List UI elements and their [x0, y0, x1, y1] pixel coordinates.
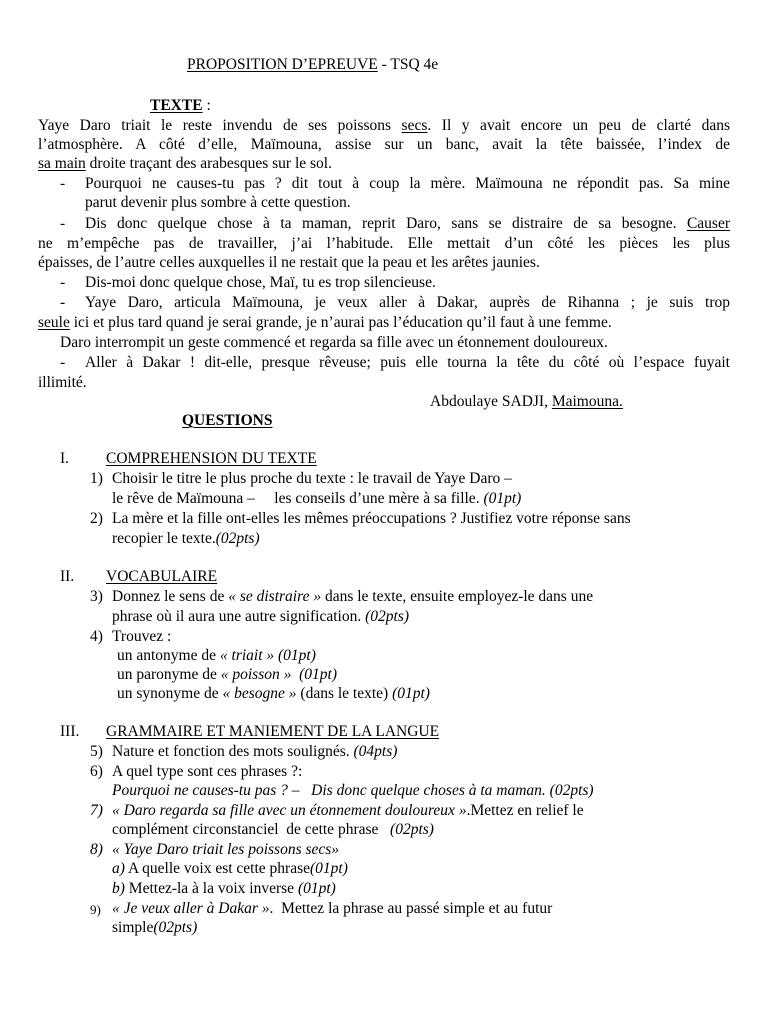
- question-text: [112, 801, 584, 820]
- question-text: « Yaye Daro triait les poissons secs»: [112, 841, 340, 858]
- passage-text: Aller à Dakar ! dit-elle, presque rêveuse; puis elle tourna la tête du côté où l’espace fuyait: [85, 354, 730, 371]
- exam-title: PROPOSITION D’EPREUVE: [187, 56, 378, 73]
- underlined-word: Causer: [686, 215, 730, 232]
- question-text: Choisir le titre le plus proche du texte : le travail de Yaye Daro –: [112, 470, 512, 487]
- passage-line: [38, 373, 87, 392]
- text-heading-label: TEXTE: [150, 97, 203, 114]
- question-body: phrase où il aura une autre signification.: [112, 608, 366, 625]
- questions-heading: QUESTIONS: [182, 412, 273, 429]
- question-body: complément circonstanciel de cette phrase: [112, 821, 391, 838]
- vocab-item: [117, 646, 316, 665]
- dialogue-dash: -: [60, 215, 66, 232]
- passage-text: l’atmosphère. A côté d’elle, Maïmouna, assise sur un banc, avait la tête baissée, l’index de: [38, 136, 730, 153]
- passage-line: [85, 214, 730, 233]
- underlined-word: seule: [38, 314, 70, 331]
- section-title: VOCABULAIRE: [106, 568, 218, 585]
- points-label: (02pts): [365, 608, 410, 625]
- section-number: II.: [60, 568, 75, 585]
- source-title: Maimouna.: [551, 393, 623, 410]
- dialogue-dash: -: [60, 274, 66, 291]
- vocab-item: [117, 665, 337, 684]
- passage-line: [38, 313, 612, 332]
- question-text: [112, 899, 552, 918]
- passage-text: Yaye Daro, articula Maïmouna, je veux aller à Dakar, auprès de Rihanna ; je suis trop: [85, 294, 730, 311]
- passage-line: [85, 174, 730, 193]
- question-body: Mettez-la à la voix inverse: [124, 880, 298, 897]
- section-title: GRAMMAIRE ET MANIEMENT DE LA LANGUE: [106, 723, 440, 740]
- question-number: 9): [90, 902, 101, 917]
- passage-text: . Il y avait encore un peu de clarté dans: [427, 117, 730, 134]
- question-body: un synonyme de: [117, 685, 223, 702]
- question-text: [112, 489, 521, 508]
- question-text: La mère et la fille ont-elles les mêmes préoccupations ? Justifiez votre réponse sans: [112, 510, 631, 527]
- question-subitem: [112, 859, 348, 878]
- passage-text: Dis donc quelque chose à ta maman, reprit Daro, sans se distraire de sa besogne.: [85, 215, 687, 232]
- question-number: 6): [90, 763, 103, 780]
- question-number: 3): [90, 588, 103, 605]
- question-text: [112, 607, 409, 626]
- passage-line: [85, 193, 351, 212]
- question-text: [112, 529, 260, 548]
- passage-line: [38, 135, 730, 154]
- section-title: COMPREHENSION DU TEXTE: [106, 450, 317, 467]
- passage-text: ici et plus tard quand je serai grande, je n’aurai pas l’éducation qu’il faut à une femme.: [69, 314, 612, 331]
- question-body: simple: [112, 919, 154, 936]
- points-label: (01pt): [483, 490, 522, 507]
- passage-text: Pourquoi ne causes-tu pas ? dit tout à coup la mère. Maïmouna ne répondit pas. Sa mine: [85, 175, 730, 192]
- question-number: 7): [90, 802, 103, 819]
- section-number: III.: [60, 723, 80, 740]
- dialogue-dash: -: [60, 175, 66, 192]
- question-subitem: [112, 879, 336, 898]
- passage-line: [38, 234, 730, 253]
- passage-text: Dis-moi donc quelque chose, Maï, tu es trop silencieuse.: [85, 274, 436, 291]
- question-text: A quel type sont ces phrases ?:: [112, 763, 303, 780]
- question-body: A quelle voix est cette phrase: [124, 860, 311, 877]
- passage-text: illimité.: [38, 374, 87, 391]
- passage-text: épaisses, de l’autre celles auxquelles il ne restait que la peau et les arêtes jaunies.: [38, 254, 540, 271]
- subitem-label: a): [112, 860, 125, 877]
- text-heading: [150, 96, 211, 115]
- points-label: (02pts): [153, 919, 198, 936]
- points-label: (02pts): [215, 530, 260, 547]
- vocab-item: [117, 684, 430, 703]
- text-heading-colon: :: [202, 97, 211, 114]
- passage-source: [430, 392, 623, 411]
- passage-line: [38, 154, 332, 173]
- exam-level: - TSQ 4e: [381, 56, 439, 73]
- question-body: le rêve de Maïmouna – les conseils d’une mère à sa fille.: [112, 490, 484, 507]
- quoted-term: « besogne »: [222, 685, 297, 702]
- question-number: 5): [90, 743, 103, 760]
- passage-text: parut devenir plus sombre à cette question.: [85, 194, 351, 211]
- passage-line: [85, 353, 730, 372]
- subitem-label: b): [112, 880, 125, 897]
- question-body: recopier le texte.: [112, 530, 216, 547]
- passage-line: [38, 253, 540, 272]
- passage-line: [60, 333, 608, 352]
- question-body: un antonyme de: [117, 647, 220, 664]
- passage-text: Yaye Daro triait le reste invendu de ses poissons: [38, 117, 402, 134]
- passage-line: [85, 273, 436, 292]
- question-number: 2): [90, 510, 103, 527]
- passage-text: ne m’empêche pas de travailler, j’ai l’habitude. Elle mettait d’un côté les pièces les plus: [38, 235, 730, 252]
- source-author: Abdoulaye SADJI,: [430, 393, 552, 410]
- underlined-word: secs: [401, 117, 428, 134]
- question-body: Nature et fonction des mots soulignés.: [112, 743, 354, 760]
- question-number: 8): [90, 841, 103, 858]
- question-text: [112, 587, 593, 606]
- exam-header: [187, 55, 438, 74]
- question-number: 1): [90, 470, 103, 487]
- quoted-sentence: « Daro regarda sa fille avec un étonnement douloureux »: [112, 802, 467, 819]
- quoted-term: « triait » (01pt): [219, 647, 316, 664]
- points-label: (01pt): [297, 880, 336, 897]
- question-body: . Mettez la phrase au passé simple et au futur: [269, 900, 553, 917]
- passage-text: Daro interrompit un geste commencé et regarda sa fille avec un étonnement douloureux.: [60, 334, 608, 351]
- question-body: .Mettez en relief le: [466, 802, 584, 819]
- underlined-word: sa main: [38, 155, 86, 172]
- quoted-sentence: « Je veux aller à Dakar »: [112, 900, 270, 917]
- question-text: [112, 820, 434, 839]
- passage-text: droite traçant des arabesques sur le sol.: [85, 155, 332, 172]
- points-label: (01pt): [392, 685, 430, 702]
- question-text: Trouvez :: [112, 628, 172, 645]
- question-body: Donnez le sens de: [112, 588, 229, 605]
- points-label: (01pt): [310, 860, 348, 877]
- question-text: [112, 918, 197, 937]
- question-body: (dans le texte): [296, 685, 393, 702]
- passage-line: [85, 293, 730, 312]
- dialogue-dash: -: [60, 354, 66, 371]
- quoted-term: « poisson » (01pt): [220, 666, 337, 683]
- question-text: [112, 742, 397, 761]
- question-text: Pourquoi ne causes-tu pas ? – Dis donc quelque choses à ta maman. (02pts): [112, 782, 594, 799]
- quoted-term: « se distraire »: [228, 588, 322, 605]
- dialogue-dash: -: [60, 294, 66, 311]
- section-number: I.: [60, 450, 70, 467]
- passage-line: [38, 116, 730, 135]
- points-label: (04pts): [353, 743, 398, 760]
- points-label: (02pts): [390, 821, 434, 838]
- question-body: dans le texte, ensuite employez-le dans une: [321, 588, 594, 605]
- question-body: un paronyme de: [117, 666, 221, 683]
- question-number: 4): [90, 628, 103, 645]
